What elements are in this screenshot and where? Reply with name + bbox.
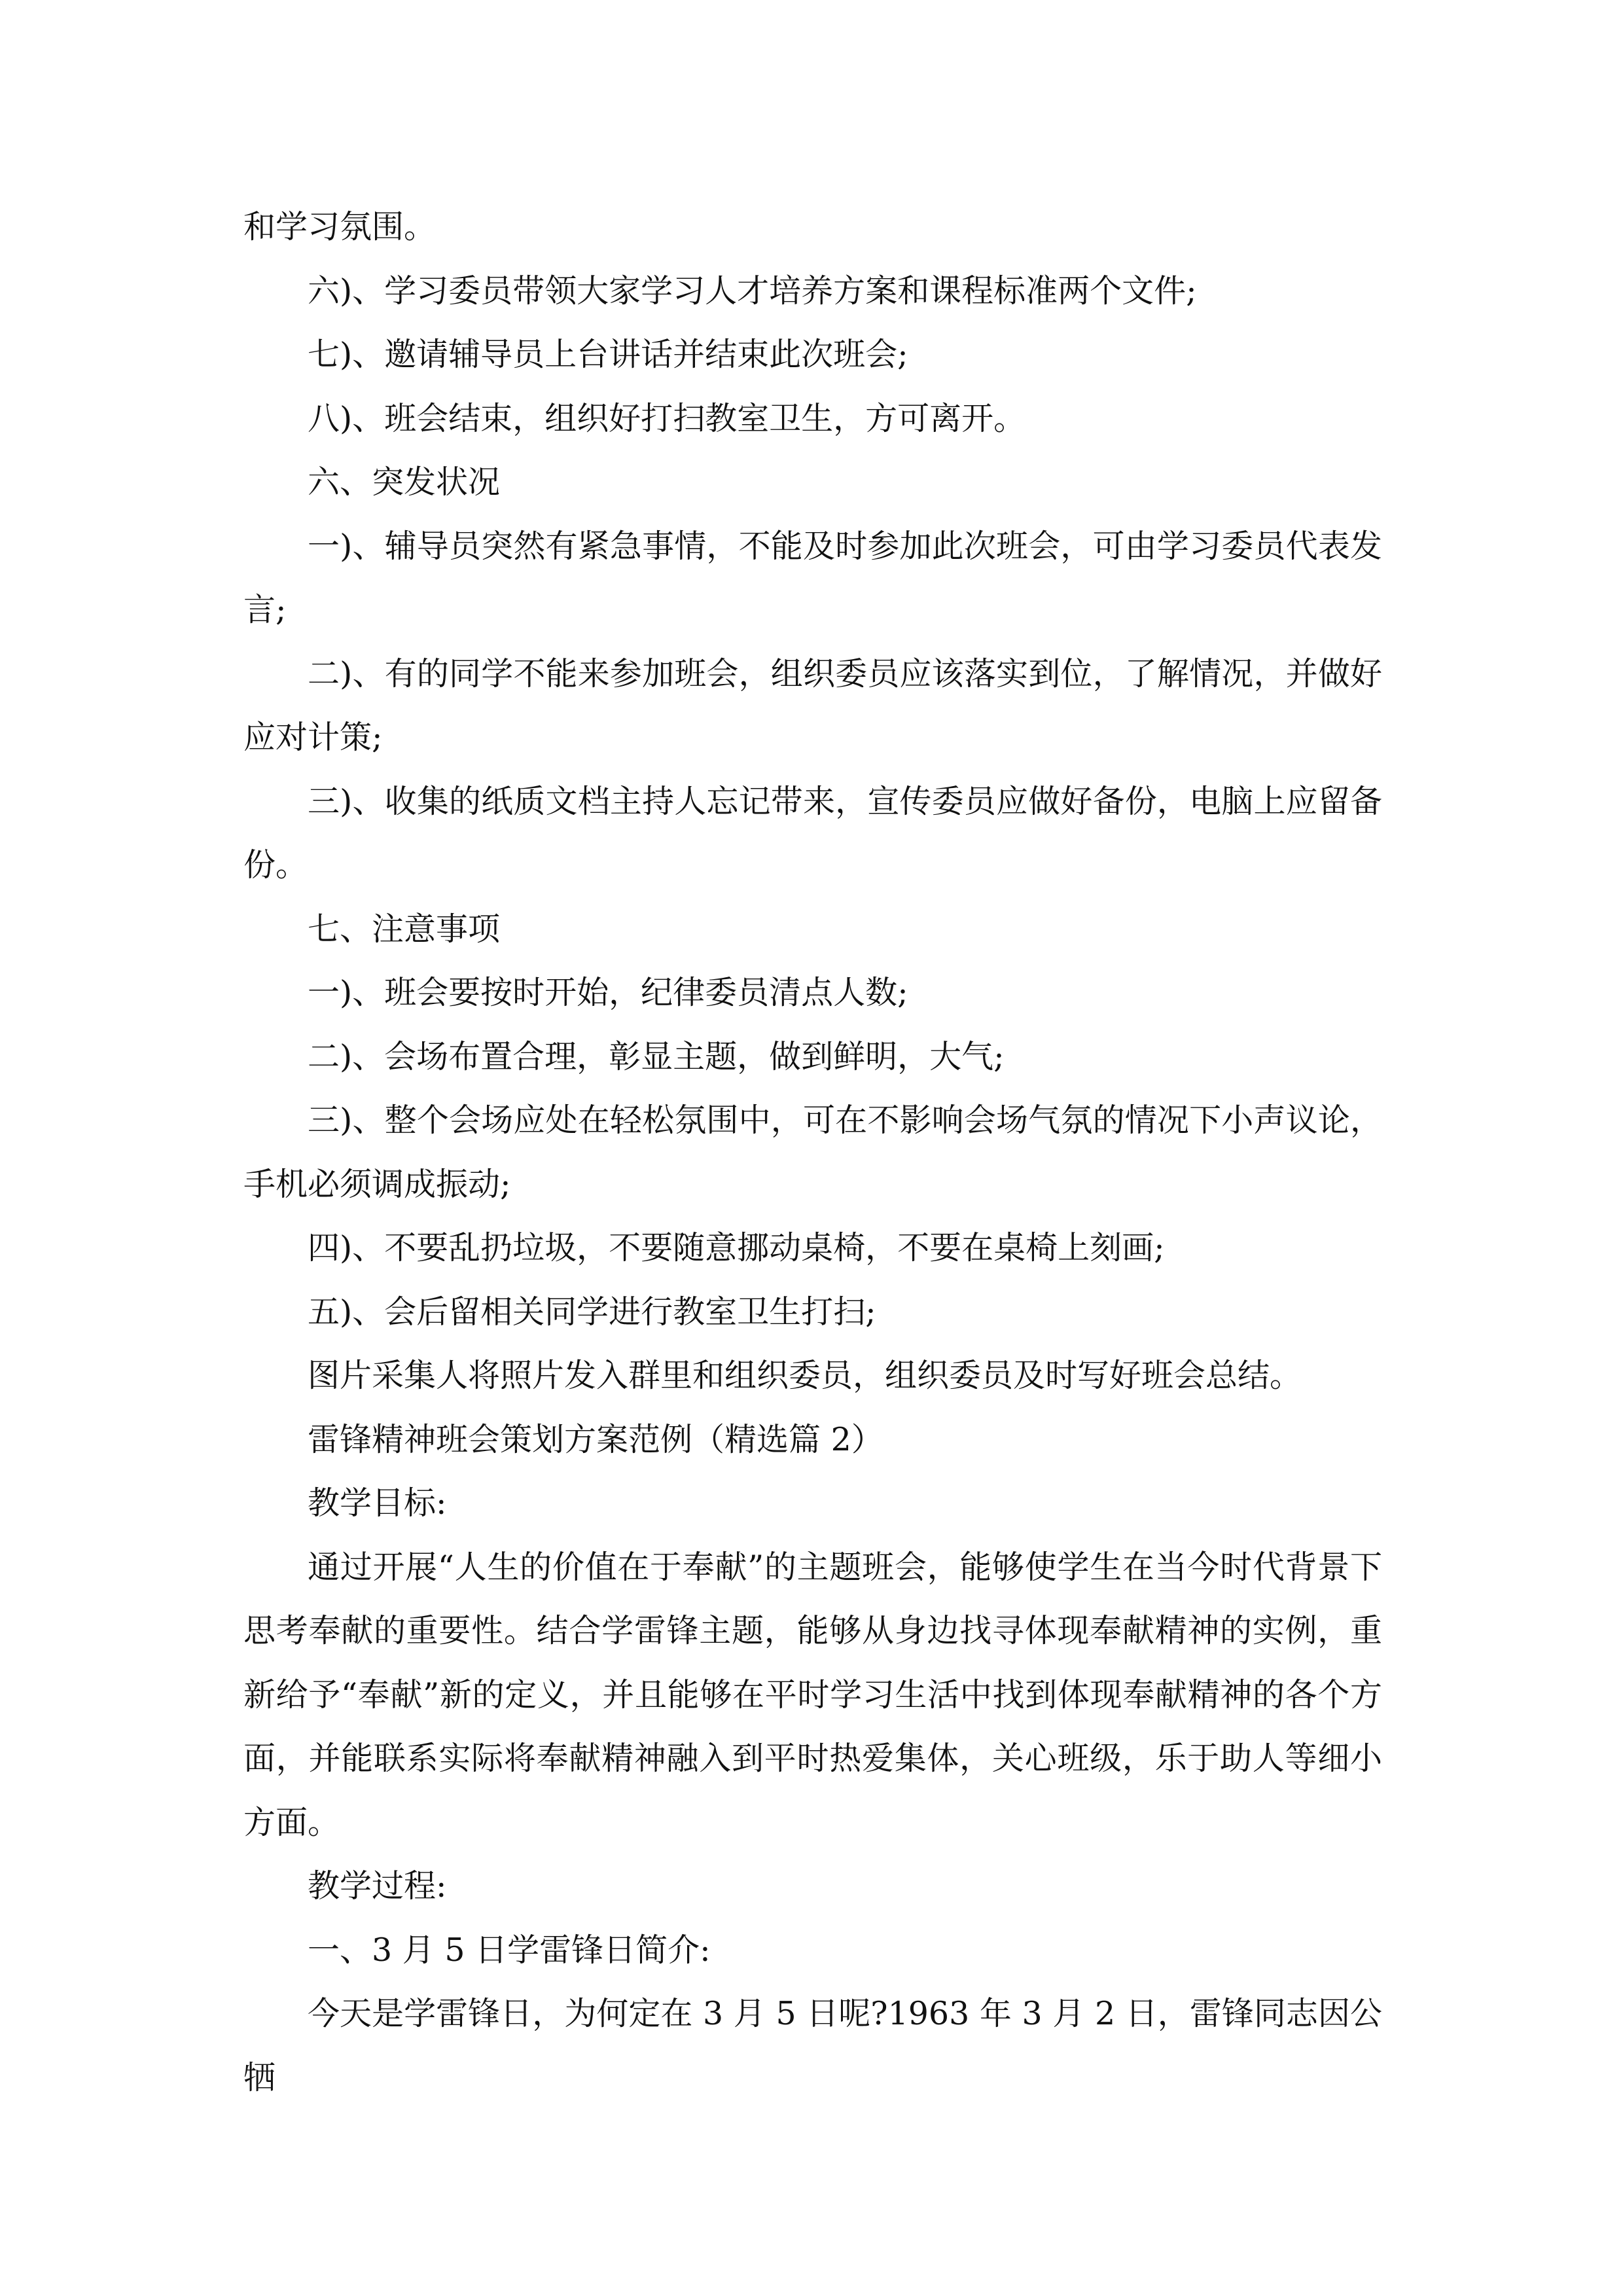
paragraph: 今天是学雷锋日，为何定在 3 月 5 日呢?1963 年 3 月 2 日，雷锋同志因公牺 (243, 1995, 1382, 2096)
paragraph: 图片采集人将照片发入群里和组织委员，组织委员及时写好班会总结。 (308, 1357, 1302, 1394)
paragraph: 三)、收集的纸质文档主持人忘记带来，宣传委员应做好备份，电脑上应留备份。 (243, 782, 1382, 884)
section-heading: 教学目标: (308, 1484, 447, 1522)
paragraph: 二)、有的同学不能来参加班会，组织委员应该落实到位，了解情况，并做好应对计策; (243, 655, 1382, 756)
paragraph: 三)、整个会场应处在轻松氛围中，可在不影响会场气氛的情况下小声议论，手机必须调成振动; (243, 1102, 1382, 1203)
paragraph: 和学习氛围。 (243, 208, 437, 245)
paragraph: 七)、邀请辅导员上台讲话并结束此次班会; (308, 336, 908, 373)
section-heading: 七、注意事项 (308, 910, 501, 948)
paragraph: 四)、不要乱扔垃圾，不要随意挪动桌椅，不要在桌椅上刻画; (308, 1229, 1165, 1266)
section-heading: 一、3 月 5 日学雷锋日简介: (308, 1931, 711, 1969)
paragraph: 一)、辅导员突然有紧急事情，不能及时参加此次班会，可由学习委员代表发言; (243, 527, 1382, 628)
paragraph: 一)、班会要按时开始，纪律委员清点人数; (308, 974, 908, 1011)
section-heading: 教学过程: (308, 1867, 447, 1905)
paragraph: 二)、会场布置合理，彰显主题，做到鲜明，大气; (308, 1037, 1005, 1075)
article-title: 雷锋精神班会策划方案范例（精选篇 2） (308, 1420, 883, 1458)
paragraph: 通过开展“人生的价值在于奉献”的主题班会，能够使学生在当今时代背景下思考奉献的重要性。结合学雷锋主题，能够从身边找寻体现奉献精神的实例，重新给予“奉献”新的定义，并且能够在平时学习生活中找到体现奉献精神的各个方面，并能联系实际将奉献精神融入到平时热爱集体，关心班级，乐于助人等细小方面。 (243, 1548, 1382, 1841)
paragraph: 六)、学习委员带领大家学习人才培养方案和课程标准两个文件; (308, 272, 1197, 310)
paragraph: 八)、班会结束，组织好打扫教室卫生，方可离开。 (308, 399, 1026, 437)
document-body (243, 195, 1382, 2109)
paragraph: 五)、会后留相关同学进行教室卫生打扫; (308, 1293, 876, 1331)
section-heading: 六、突发状况 (308, 463, 501, 501)
